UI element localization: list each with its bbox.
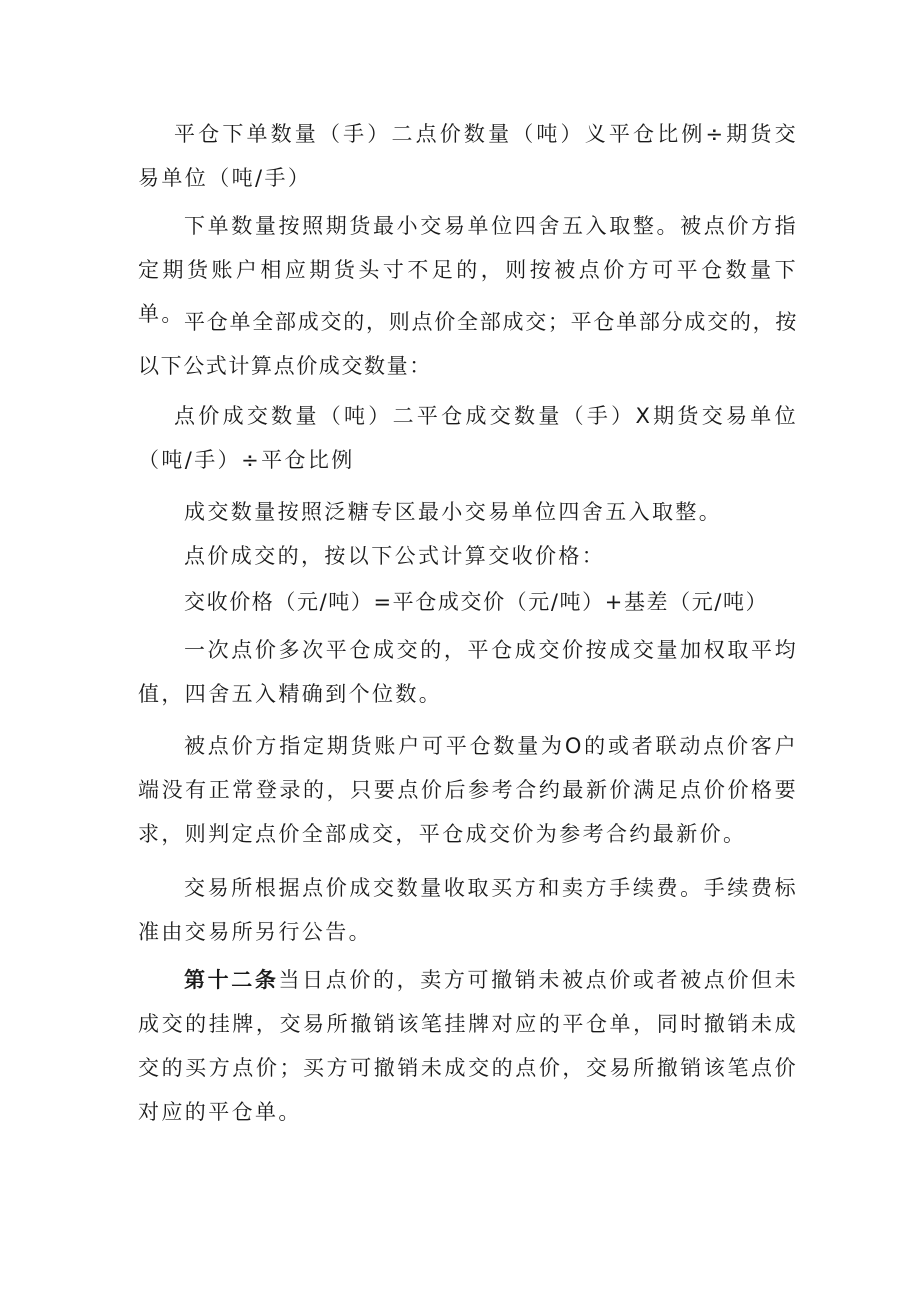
paragraph-fees: 交易所根据点价成交数量收取买方和卖方手续费。手续费标准由交易所另行公告。 <box>138 876 798 944</box>
paragraph-settlement-intro: 点价成交的，按以下公式计算交收价格： <box>184 544 606 568</box>
article-twelve-paragraph <box>138 958 798 1134</box>
article-label: 第十二条 <box>184 968 279 992</box>
paragraph-weighted-average: 一次点价多次平仓成交的，平仓成交价按成交量加权取平均值，四舍五入精确到个位数。 <box>138 638 798 706</box>
formula-paragraph-fill-quantity: 点价成交数量（吨）二平仓成交数量（手）X期货交易单位（吨/手）÷平仓比例 <box>138 404 798 472</box>
paragraph-zero-quantity-rule: 被点价方指定期货账户可平仓数量为O的或者联动点价客户端没有正常登录的，只要点价后参考合约最新价满足点价价格要求，则判定点价全部成交，平仓成交价为参考合约最新价。 <box>138 734 798 846</box>
article-twelve-text: 当日点价的，卖方可撤销未被点价或者被点价但未成交的挂牌，交易所撤销该笔挂牌对应的平仓单，同时撤销未成交的买方点价；买方可撤销未成交的点价，交易所撤销该笔点价对应的平仓单。 <box>138 968 798 1124</box>
formula-paragraph-order-quantity: 平仓下单数量（手）二点价数量（吨）义平仓比例÷期货交易单位（吨/手） <box>138 122 798 190</box>
paragraph-order-rounding: 下单数量按照期货最小交易单位四舍五入取整。被点价方指定期货账户相应期货头寸不足的，则按被点价方可平仓数量下单。 <box>138 214 798 326</box>
formula-paragraph-settlement-price: 交收价格（元/吨）=平仓成交价（元/吨）+基差（元/吨） <box>184 590 769 614</box>
paragraph-fill-rules: 平仓单全部成交的，则点价全部成交；平仓单部分成交的，按以下公式计算点价成交数量： <box>138 310 798 378</box>
paragraph-fill-rounding: 成交数量按照泛糖专区最小交易单位四舍五入取整。 <box>184 500 723 524</box>
